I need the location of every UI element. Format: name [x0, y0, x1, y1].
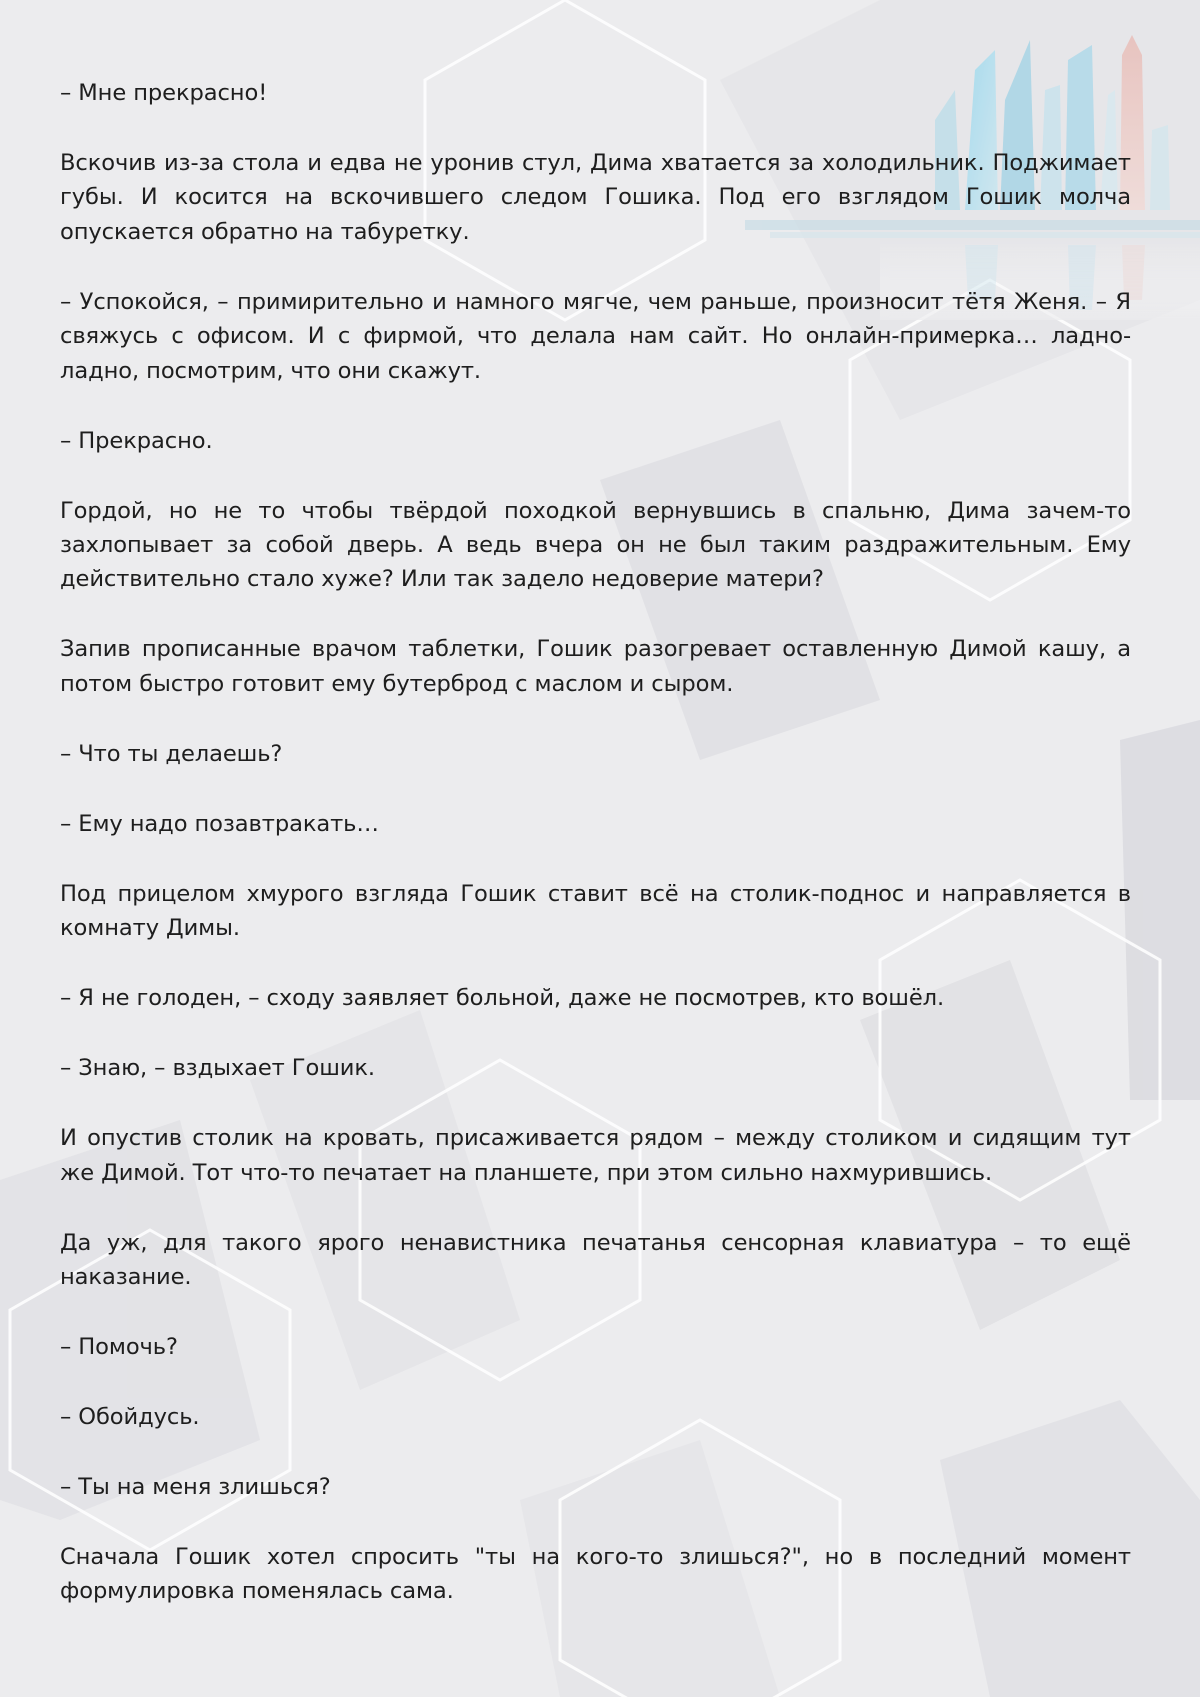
paragraph: – Успокойся, – примирительно и намного мягче, чем раньше, произносит тётя Женя. – Я свяжусь с офисом. И с фирмой, что делала нам сайт. Но онлайн-примерка… ладно-ладно, посмотрим, что они скажут. — [60, 288, 1131, 384]
paragraph: Гордой, но не то чтобы твёрдой походкой вернувшись в спальню, Дима зачем-то захлопывает за собой дверь. А ведь вчера он не был таким раздражительным. Ему действительно стало хуже? Или так задело недоверие матери? — [60, 497, 1131, 593]
paragraph: – Ты на меня злишься? — [60, 1474, 331, 1501]
paragraph: – Обойдусь. — [60, 1404, 200, 1431]
paragraph: – Прекрасно. — [60, 427, 213, 454]
paragraph: Да уж, для такого ярого ненавистника печатанья сенсорная клавиатура – то ещё наказание. — [60, 1229, 1131, 1291]
paragraph: Под прицелом хмурого взгляда Гошик ставит всё на столик-поднос и направляется в комнату Димы. — [60, 880, 1131, 942]
paragraph: – Ему надо позавтракать… — [60, 810, 379, 837]
document-text — [60, 76, 1131, 1644]
paragraph: Вскочив из-за стола и едва не уронив стул, Дима хватается за холодильник. Поджимает губы. И косится на вскочившего следом Гошика. Под его взглядом Гошик молча опускается обратно на табуретку. — [60, 150, 1131, 245]
paragraph: Запив прописанные врачом таблетки, Гошик разогревает оставленную Димой кашу, а потом быстро готовит ему бутерброд с маслом и сыром. — [60, 636, 1131, 697]
paragraph: И опустив столик на кровать, присаживается рядом – между столиком и сидящим тут же Димой. Тот что-то печатает на планшете, при этом сильно нахмурившись. — [60, 1125, 1131, 1186]
paragraph: – Знаю, – вздыхает Гошик. — [60, 1055, 375, 1082]
paragraph: – Что ты делаешь? — [60, 740, 283, 767]
paragraph: – Я не голоден, – сходу заявляет больной, даже не посмотрев, кто вошёл. — [60, 985, 945, 1012]
paragraph: Сначала Гошик хотел спросить "ты на кого-то злишься?", но в последний момент формулировка поменялась сама. — [60, 1544, 1131, 1605]
paragraph: – Помочь? — [60, 1334, 178, 1361]
paragraph: – Мне прекрасно! — [60, 80, 268, 106]
